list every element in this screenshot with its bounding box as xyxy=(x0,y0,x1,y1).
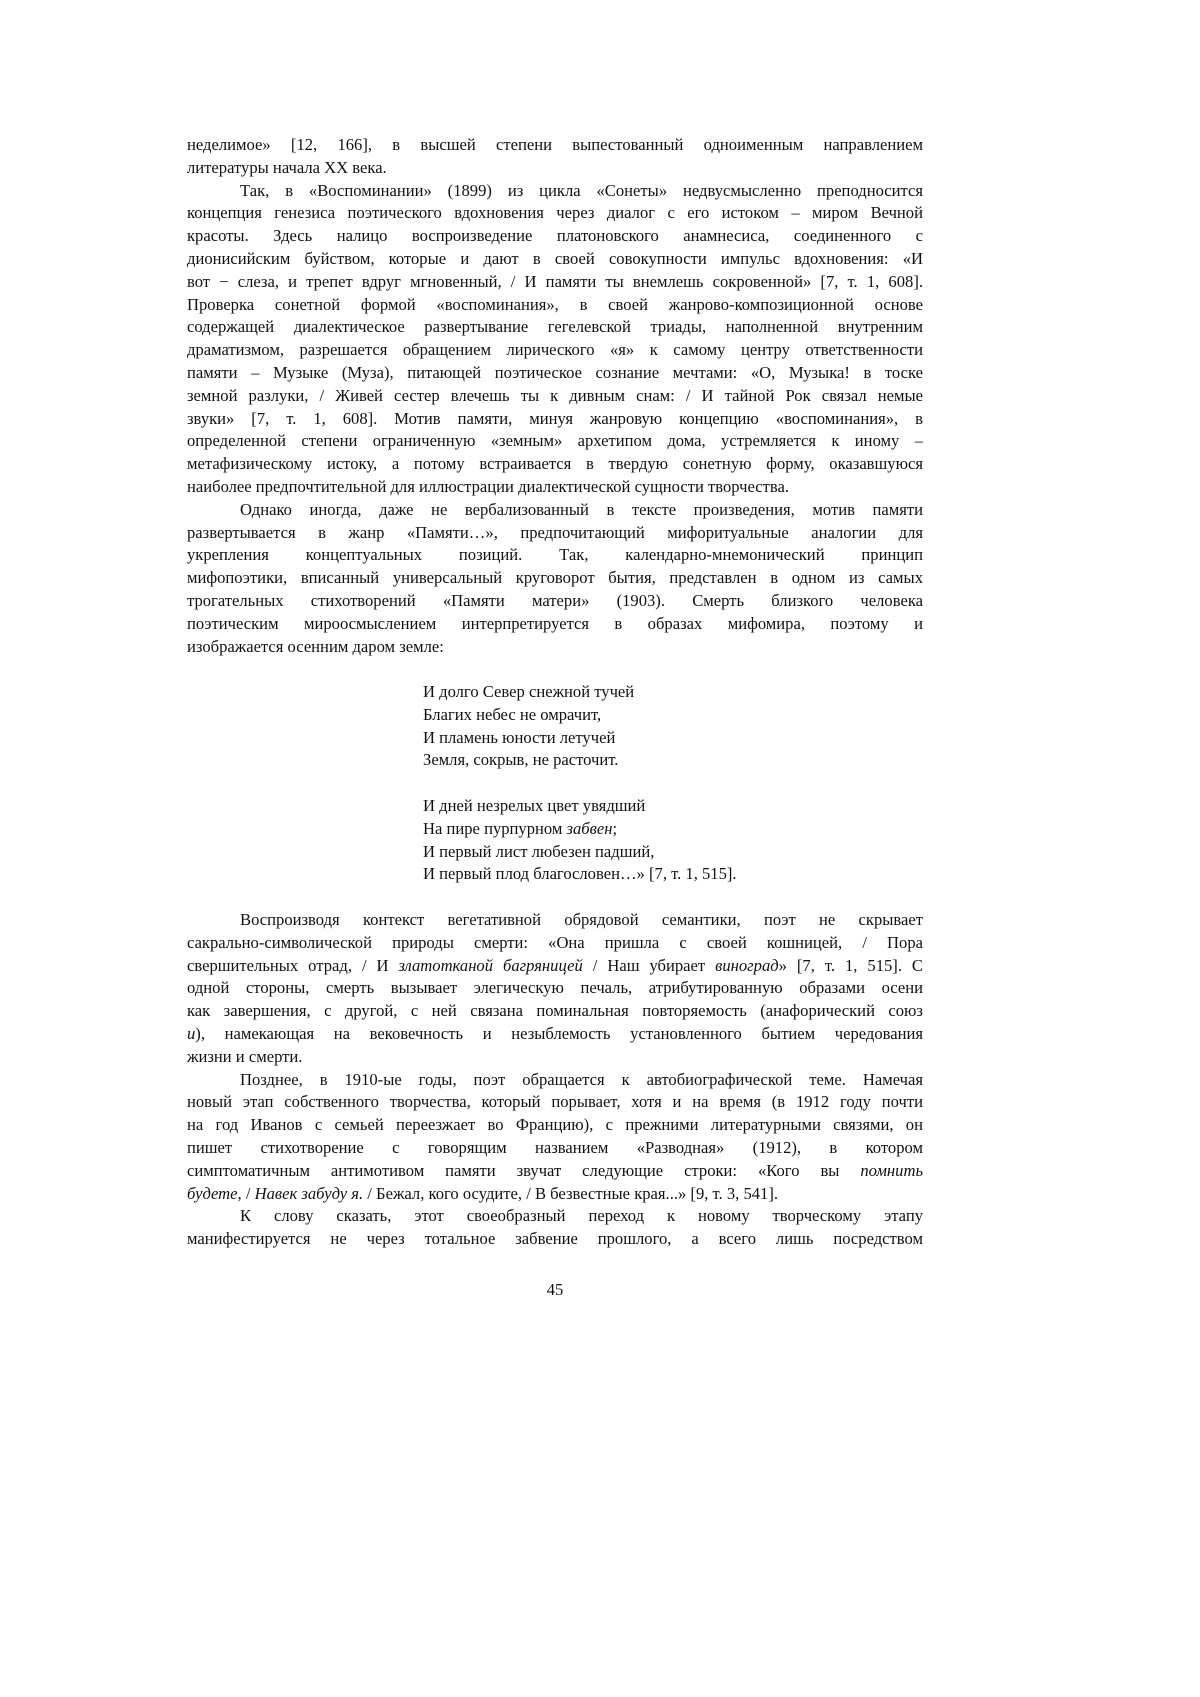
text-run: ), намекающая на вековечность и незыблемость установленного бытием чередования xyxy=(195,1024,923,1043)
paragraph xyxy=(187,1205,923,1251)
stanza xyxy=(423,795,737,886)
text-run: манифестируется не через тотальное забвение прошлого, а всего лишь посредством xyxy=(187,1229,923,1248)
italic-text-run: забвен xyxy=(567,819,613,838)
text-line xyxy=(187,248,923,271)
poem-quote xyxy=(423,681,737,886)
text-line xyxy=(187,1091,923,1114)
text-run: трогательных стихотворений «Памяти матери» (1903). Смерть близкого человека xyxy=(187,591,923,610)
verse-line xyxy=(423,681,737,704)
text-line xyxy=(187,271,923,294)
text-line xyxy=(187,909,923,932)
text-line xyxy=(187,134,923,157)
text-run: сакрально-символической природы смерти: «Она пришла с своей кошницей, / Пора xyxy=(187,933,923,952)
text-line xyxy=(187,157,923,180)
text-run: Земля, сокрыв, не расточит. xyxy=(423,750,618,769)
text-line xyxy=(187,1114,923,1137)
text-line xyxy=(187,636,923,659)
text-line xyxy=(187,1160,923,1183)
text-run: определенной степени ограниченную «земным» архетипом дома, устремляется к иному – xyxy=(187,431,923,450)
verse-line xyxy=(423,704,737,727)
text-run: укрепления концептуальных позиций. Так, календарно-мнемонический принцип xyxy=(187,545,923,564)
text-run: литературы начала XX века. xyxy=(187,158,387,177)
text-line xyxy=(187,1228,923,1251)
text-line xyxy=(187,977,923,1000)
text-run: На пире пурпурном xyxy=(423,819,567,838)
text-line xyxy=(187,955,923,978)
text-line xyxy=(187,453,923,476)
text-run: поэтическим мироосмыслением интерпретируется в образах мифомира, поэтому и xyxy=(187,614,923,633)
text-run: ; xyxy=(612,819,617,838)
text-line xyxy=(187,590,923,613)
text-run: мифопоэтики, вписанный универсальный круговорот бытия, представлен в одном из самых xyxy=(187,568,923,587)
text-run: Воспроизводя контекст вегетативной обрядовой семантики, поэт не скрывает xyxy=(240,910,923,929)
text-line xyxy=(187,932,923,955)
text-run: , / xyxy=(238,1184,255,1203)
text-run: Проверка сонетной формой «воспоминания», в своей жанрово-композиционной основе xyxy=(187,295,923,314)
text-run: метафизическому истоку, а потому встраивается в твердую сонетную форму, оказавшуюся xyxy=(187,454,923,473)
text-line xyxy=(187,567,923,590)
text-block-top xyxy=(187,134,923,658)
italic-text-run: златотканой багряницей xyxy=(399,956,583,975)
verse-line xyxy=(423,727,737,750)
verse-line xyxy=(423,841,737,864)
italic-text-run: помнить xyxy=(860,1161,923,1180)
text-line xyxy=(187,1205,923,1228)
paragraph xyxy=(187,1069,923,1206)
text-line xyxy=(187,1046,923,1069)
text-run: на год Иванов с семьей переезжает во Францию), с прежними литературными связями, он xyxy=(187,1115,923,1134)
text-run: новый этап собственного творчества, который порывает, хотя и на время (в 1912 году почти xyxy=(187,1092,923,1111)
text-run: памяти – Музыке (Муза), питающей поэтическое сознание мечтами: «О, Музыка! в тоске xyxy=(187,363,923,382)
text-line xyxy=(187,1000,923,1023)
text-line xyxy=(187,202,923,225)
text-run: Благих небес не омрачит, xyxy=(423,705,601,724)
italic-text-run: и xyxy=(187,1024,195,1043)
text-line xyxy=(187,294,923,317)
verse-line xyxy=(423,818,737,841)
text-run: содержащей диалектическое развертывание гегелевской триады, наполненной внутренним xyxy=(187,317,923,336)
text-line xyxy=(187,362,923,385)
text-line xyxy=(187,385,923,408)
text-run: И пламень юности летучей xyxy=(423,728,615,747)
text-run: симптоматичным антимотивом памяти звучат следующие строки: «Кого вы xyxy=(187,1161,860,1180)
text-run: драматизмом, разрешается обращением лирического «я» к самому центру ответственности xyxy=(187,340,923,359)
text-line xyxy=(187,1183,923,1206)
text-line xyxy=(187,1023,923,1046)
text-run: / Наш убирает xyxy=(583,956,715,975)
text-line xyxy=(187,339,923,362)
italic-text-run: будете xyxy=(187,1184,238,1203)
paragraph xyxy=(187,180,923,499)
text-run: звуки» [7, т. 1, 608]. Мотив памяти, минуя жанровую концепцию «воспоминания», в xyxy=(187,409,923,428)
text-run: земной разлуки, / Живей сестер влечешь ты к дивным снам: / И тайной Рок связал немые xyxy=(187,386,923,405)
text-run: жизни и смерти. xyxy=(187,1047,302,1066)
text-run: красоты. Здесь налицо воспроизведение платоновского анамнесиса, соединенного с xyxy=(187,226,923,245)
text-block-bottom xyxy=(187,909,923,1251)
text-run: вот − слеза, и трепет вдруг мгновенный, / И памяти ты внемлешь сокровенной» [7, т. 1, 608]. xyxy=(187,272,923,291)
text-line xyxy=(187,613,923,636)
text-line xyxy=(187,476,923,499)
text-line xyxy=(187,316,923,339)
text-run: И первый плод благословен…» [7, т. 1, 515]. xyxy=(423,864,737,883)
verse-line xyxy=(423,795,737,818)
text-line xyxy=(187,499,923,522)
text-run: И дней незрелых цвет увядший xyxy=(423,796,645,815)
text-line xyxy=(187,522,923,545)
text-run: И долго Север снежной тучей xyxy=(423,682,634,701)
text-line xyxy=(187,1137,923,1160)
stanza-gap xyxy=(423,772,737,795)
text-run: » [7, т. 1, 515]. С xyxy=(779,956,923,975)
text-run: дионисийским буйством, которые и дают в своей совокупности импульс вдохновения: «И xyxy=(187,249,923,268)
text-run: Так, в «Воспоминании» (1899) из цикла «Сонеты» недвусмысленно преподносится xyxy=(240,181,923,200)
stanza xyxy=(423,681,737,772)
text-run: И первый лист любезен падший, xyxy=(423,842,654,861)
text-run: как завершения, с другой, с ней связана поминальная повторяемость (анафорический союз xyxy=(187,1001,923,1020)
paragraph xyxy=(187,499,923,659)
text-run: свершительных отрад, / И xyxy=(187,956,399,975)
text-run: одной стороны, смерть вызывает элегическую печаль, атрибутированную образами осени xyxy=(187,978,923,997)
text-run: пишет стихотворение с говорящим названием «Разводная» (1912), в котором xyxy=(187,1138,923,1157)
page-number: 45 xyxy=(0,1279,1110,1302)
text-line xyxy=(187,1069,923,1092)
italic-text-run: Навек забуду я. xyxy=(255,1184,364,1203)
text-line xyxy=(187,544,923,567)
text-run: К слову сказать, этот своеобразный переход к новому творческому этапу xyxy=(240,1206,923,1225)
text-line xyxy=(187,408,923,431)
text-run: Однако иногда, даже не вербализованный в тексте произведения, мотив памяти xyxy=(240,500,923,519)
text-run: развертывается в жанр «Памяти…», предпочитающий мифоритуальные аналогии для xyxy=(187,523,923,542)
italic-text-run: виноград xyxy=(715,956,779,975)
text-run: Позднее, в 1910-ые годы, поэт обращается к автобиографической теме. Намечая xyxy=(240,1070,923,1089)
verse-line xyxy=(423,749,737,772)
text-line xyxy=(187,225,923,248)
text-run: изображается осенним даром земле: xyxy=(187,637,444,656)
text-line xyxy=(187,430,923,453)
paragraph xyxy=(187,134,923,180)
paragraph xyxy=(187,909,923,1069)
text-run: наиболее предпочтительной для иллюстрации диалектической сущности творчества. xyxy=(187,477,789,496)
text-run: / Бежал, кого осудите, / В безвестные края...» [9, т. 3, 541]. xyxy=(363,1184,778,1203)
verse-line xyxy=(423,863,737,886)
text-run: неделимое» [12, 166], в высшей степени выпестованный одноименным направлением xyxy=(187,135,923,154)
text-line xyxy=(187,180,923,203)
text-run: концепция генезиса поэтического вдохновения через диалог с его истоком – миром Вечной xyxy=(187,203,923,222)
